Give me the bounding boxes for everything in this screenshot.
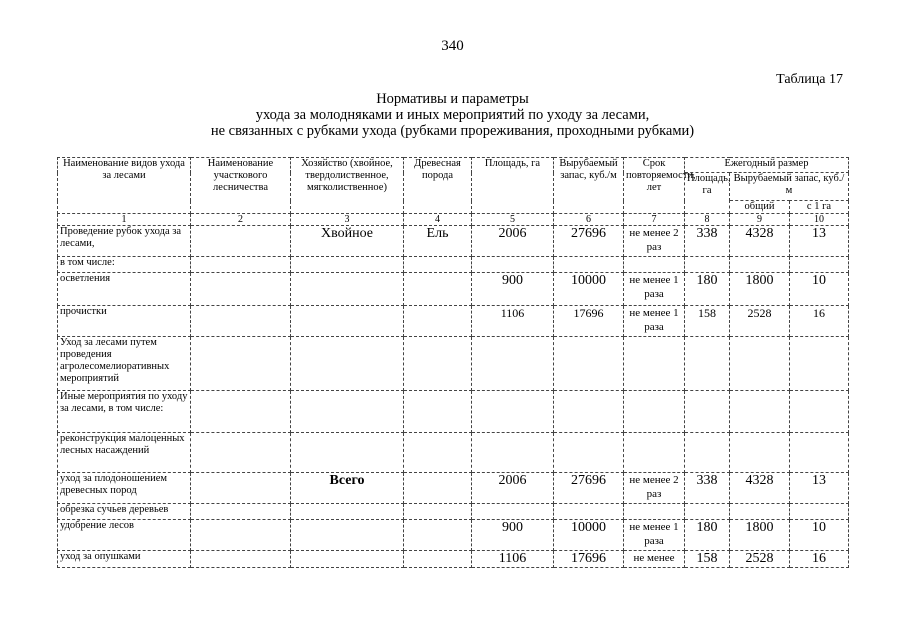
- col-number: 2: [191, 214, 291, 226]
- row-name: удобрение лесов: [58, 520, 191, 551]
- row-term: не менее 1 раза: [624, 273, 685, 306]
- row-name: прочистки: [58, 306, 191, 337]
- row-annual-per-ha: 10: [790, 273, 849, 306]
- table-row: [58, 257, 849, 273]
- table-row: [58, 226, 849, 257]
- row-annual-area: 158: [685, 306, 730, 337]
- col-number: 9: [730, 214, 790, 226]
- row-area: 900: [472, 273, 554, 306]
- row-term: не менее 1 раза: [624, 306, 685, 337]
- header-farm: Хозяйство (хвойное, твердолиственное, мягколиственное): [291, 158, 404, 214]
- row-name: в том числе:: [58, 257, 191, 273]
- col-number: 10: [790, 214, 849, 226]
- col-number: 5: [472, 214, 554, 226]
- header-total: общий: [730, 201, 790, 214]
- row-name: Иные мероприятия по уходу за лесами, в том числе:: [58, 391, 191, 433]
- row-area: 900: [472, 520, 554, 551]
- row-annual-per-ha: 16: [790, 551, 849, 568]
- title-line: Нормативы и параметры: [376, 91, 529, 107]
- header-per-ha: с 1 га: [790, 201, 849, 214]
- row-annual-total: 2528: [730, 306, 790, 337]
- title-line: не связанных с рубками ухода (рубками прореживания, проходными рубками): [210, 123, 695, 139]
- row-stock: 10000: [554, 273, 624, 306]
- row-annual-per-ha: 16: [790, 306, 849, 337]
- row-farm: Хвойное: [291, 226, 404, 257]
- row-stock: 27696: [554, 226, 624, 257]
- col-number: 8: [685, 214, 730, 226]
- table-row: [58, 520, 849, 551]
- row-annual-total: 4328: [730, 226, 790, 257]
- row-area: 1106: [472, 551, 554, 568]
- header-annual-area: Площадь, га: [685, 173, 730, 214]
- row-annual-area: 180: [685, 273, 730, 306]
- row-annual-per-ha: 13: [790, 226, 849, 257]
- title-line: ухода за молодняками и иных мероприятий по уходу за лесами,: [255, 107, 650, 123]
- table-row: [58, 337, 849, 391]
- row-name: уход за плодоношением древесных пород: [58, 473, 191, 504]
- row-area: 2006: [472, 473, 554, 504]
- row-forestry: [191, 226, 291, 257]
- row-term: не менее 2 раз: [624, 473, 685, 504]
- table-row: [58, 551, 849, 568]
- table-title: [0, 91, 905, 139]
- row-stock: 10000: [554, 520, 624, 551]
- header-forestry: Наименование участкового лесничества: [191, 158, 291, 214]
- row-annual-area: 158: [685, 551, 730, 568]
- header-species: Древесная порода: [404, 158, 472, 214]
- row-name: осветления: [58, 273, 191, 306]
- col-number: 6: [554, 214, 624, 226]
- header-name: Наименование видов ухода за лесами: [58, 158, 191, 214]
- row-term: не менее 2 раз: [624, 226, 685, 257]
- col-number: 4: [404, 214, 472, 226]
- header-annual: Ежегодный размер: [685, 158, 849, 173]
- row-area: 1106: [472, 306, 554, 337]
- row-annual-total: 2528: [730, 551, 790, 568]
- row-annual-total: 4328: [730, 473, 790, 504]
- header-annual-stock: Вырубаемый запас, куб./м: [730, 173, 849, 201]
- row-farm-total: Всего: [291, 473, 404, 504]
- row-annual-total: 1800: [730, 273, 790, 306]
- row-annual-per-ha: 13: [790, 473, 849, 504]
- row-annual-area: 338: [685, 226, 730, 257]
- row-name: обрезка сучьев деревьев: [58, 504, 191, 520]
- table-row: [58, 473, 849, 504]
- row-name: Уход за лесами путем проведения агролесомелиоративных мероприятий: [58, 337, 191, 391]
- col-number: 3: [291, 214, 404, 226]
- table-row: [58, 433, 849, 473]
- row-species: Ель: [404, 226, 472, 257]
- row-area: 2006: [472, 226, 554, 257]
- header-stock: Вырубаемый запас, куб./м: [554, 158, 624, 214]
- col-number: 7: [624, 214, 685, 226]
- col-number: 1: [58, 214, 191, 226]
- row-annual-area: 180: [685, 520, 730, 551]
- row-name: реконструкция малоценных лесных насаждений: [58, 433, 191, 473]
- norms-table: [57, 157, 849, 568]
- row-name: Проведение рубок ухода за лесами,: [58, 226, 191, 257]
- row-stock: 17696: [554, 306, 624, 337]
- table-label: Таблица 17: [776, 72, 843, 87]
- table-row: [58, 273, 849, 306]
- table-row: [58, 504, 849, 520]
- column-number-row: [58, 214, 849, 226]
- header-term: Срок повторяемости, лет: [624, 158, 685, 214]
- row-stock: 27696: [554, 473, 624, 504]
- row-annual-total: 1800: [730, 520, 790, 551]
- header-area: Площадь, га: [472, 158, 554, 214]
- row-term: не менее: [624, 551, 685, 568]
- table-row: [58, 391, 849, 433]
- row-name: уход за опушками: [58, 551, 191, 568]
- row-stock: 17696: [554, 551, 624, 568]
- page-number: 340: [441, 38, 464, 54]
- row-term: не менее 1 раза: [624, 520, 685, 551]
- row-annual-area: 338: [685, 473, 730, 504]
- row-annual-per-ha: 10: [790, 520, 849, 551]
- table-row: [58, 306, 849, 337]
